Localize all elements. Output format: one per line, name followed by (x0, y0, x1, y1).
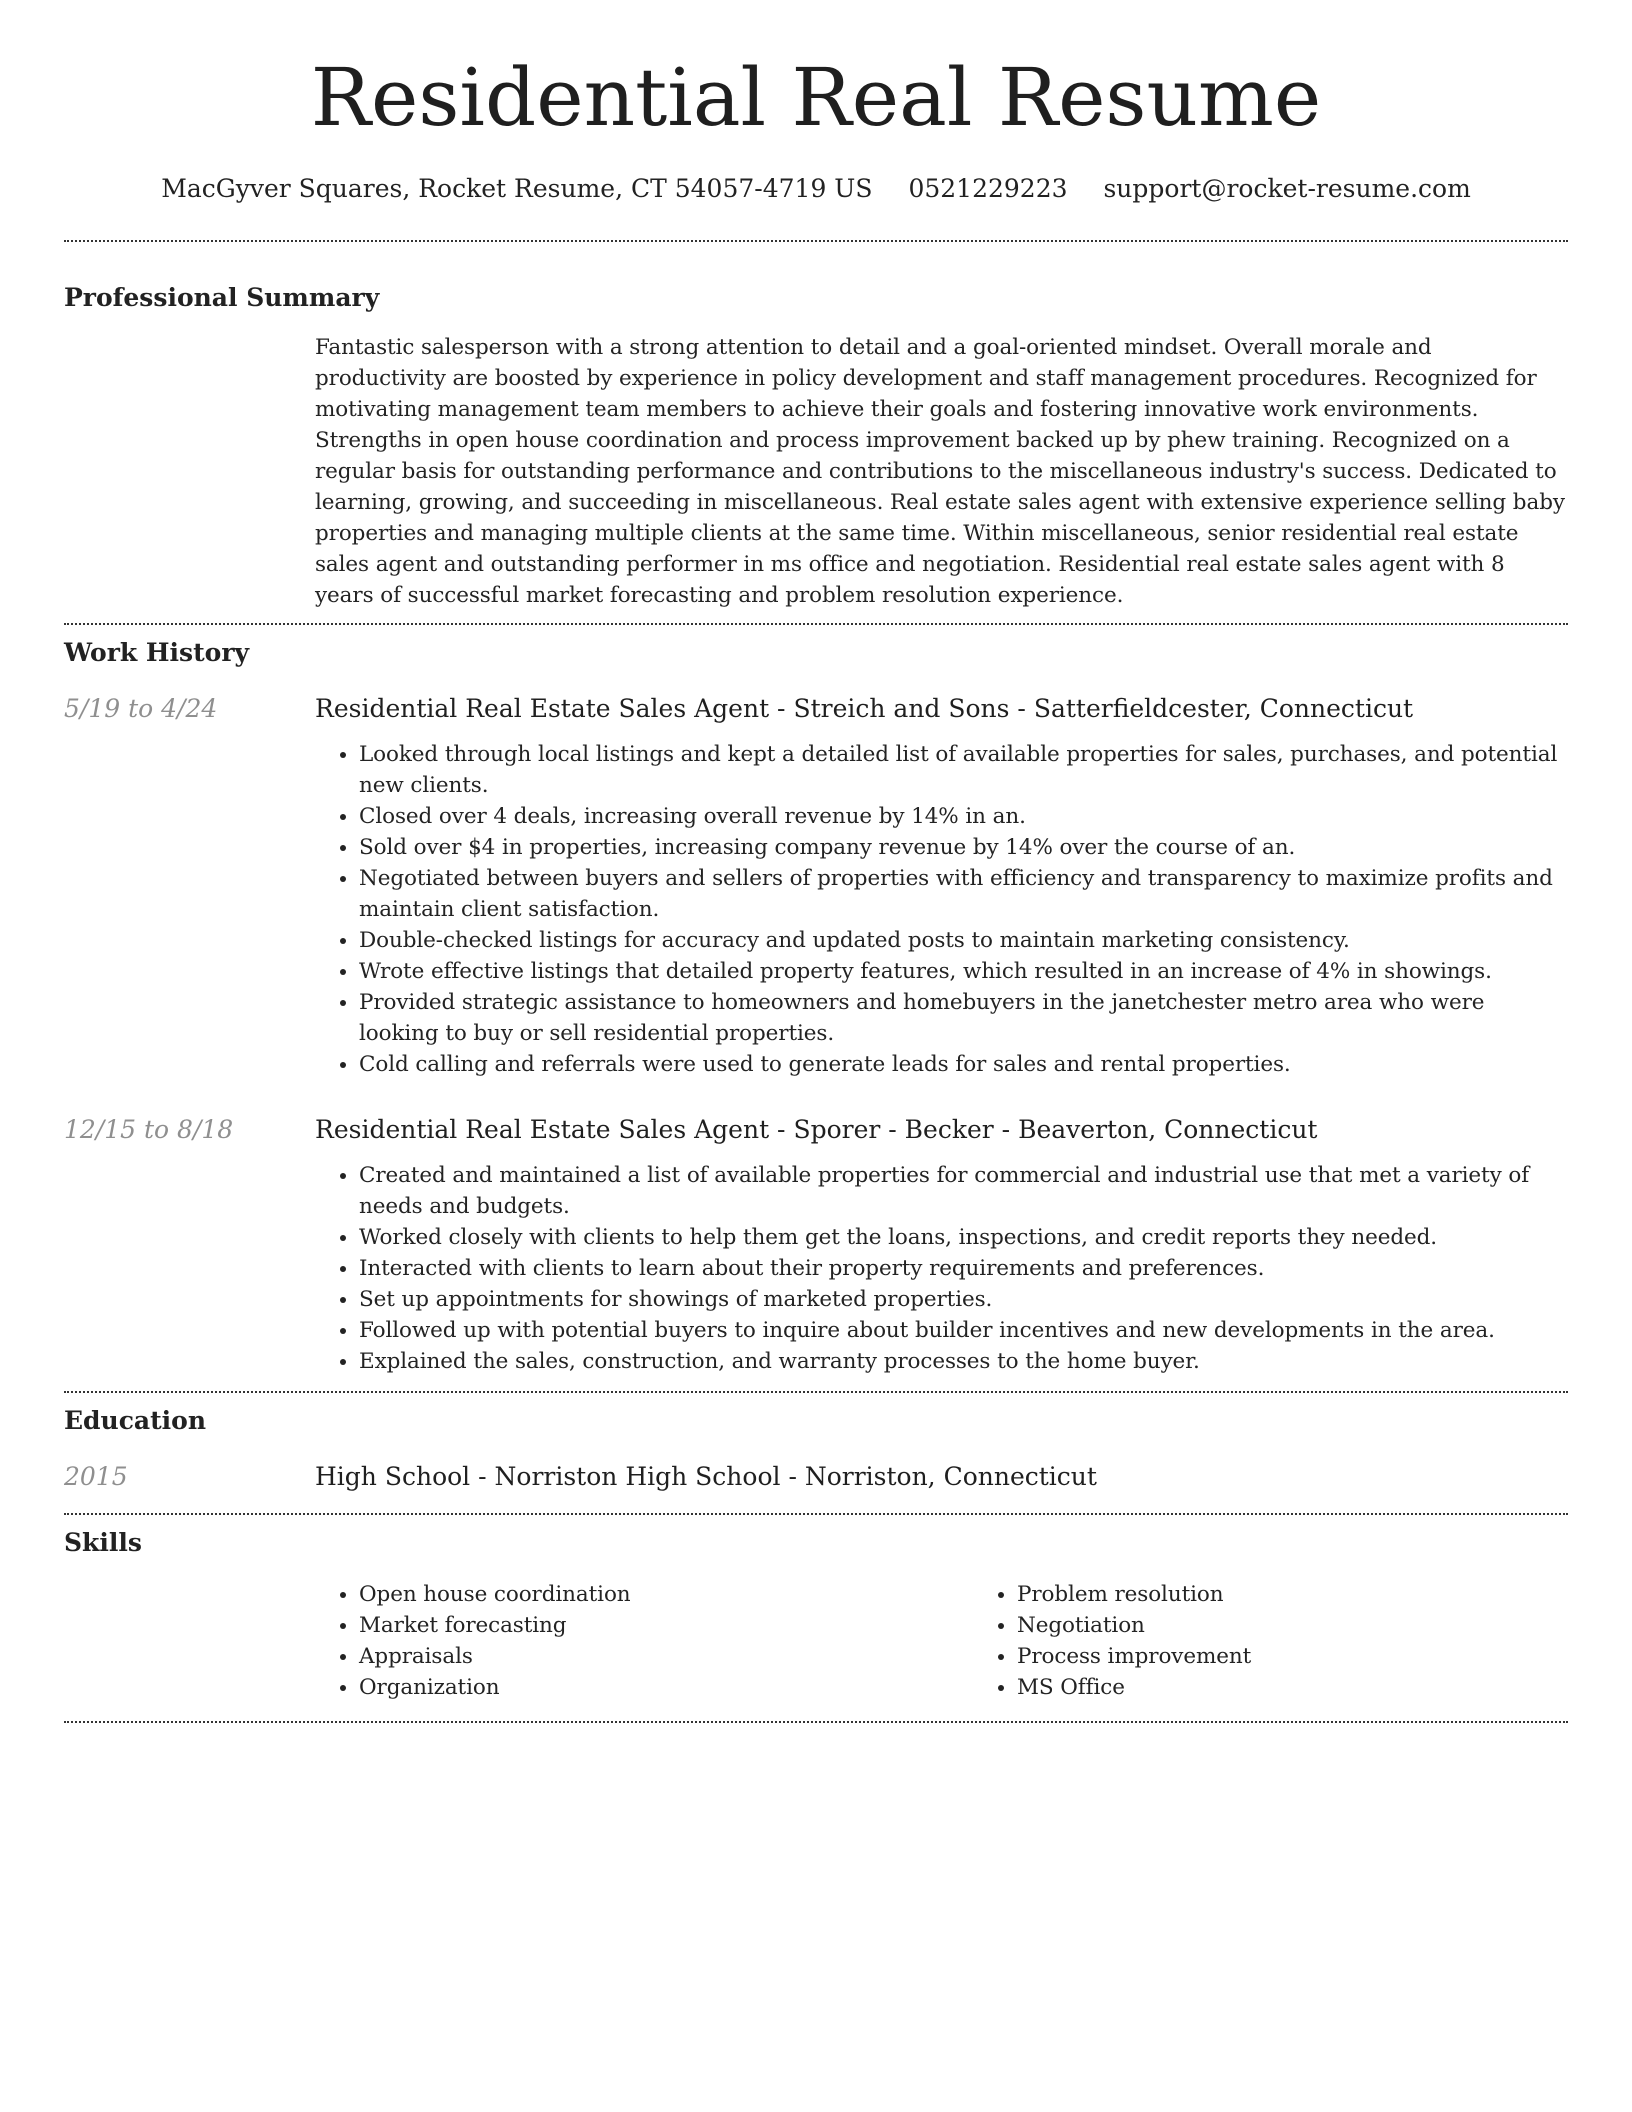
divider (64, 1513, 1568, 1515)
job-bullet: • Closed over 4 deals, increasing overall revenue by 14% in an. (359, 801, 1568, 832)
job-bullet: • Double-checked listings for accuracy and updated posts to maintain marketing consistency. (359, 925, 1568, 956)
skills-heading: Skills (64, 1528, 142, 1557)
skill-item: • MS Office (1017, 1672, 1631, 1703)
contact-email: support@rocket-resume.com (1103, 174, 1471, 203)
job-bullets (315, 1160, 1568, 1377)
job-bullet: • Cold calling and referrals were used to generate leads for sales and rental properties. (359, 1049, 1568, 1080)
divider (64, 240, 1568, 242)
education-heading: Education (64, 1406, 207, 1435)
job-bullet: • Provided strategic assistance to homeowners and homebuyers in the janetchester metro area who were looking to buy or sell residential properties. (359, 987, 1568, 1049)
skill-item: • Open house coordination (359, 1579, 973, 1610)
education-entry: High School - Norriston High School - Norriston, Connecticut (315, 1462, 1097, 1491)
divider (64, 623, 1568, 625)
summary-text: Fantastic salesperson with a strong attention to detail and a goal-oriented mindset. Overall morale and productivity are boosted by experience in policy development and staff management procedures. Recognized for motivating management team members to achieve their goals and fostering innovative work environments. Strengths in open house coordination and process improvement backed up by phew training. Recognized on a regular basis for outstanding performance and contributions to the miscellaneous industry's success. Dedicated to learning, growing, and succeeding in miscellaneous. Real estate sales agent with extensive experience selling baby properties and managing multiple clients at the same time. Within miscellaneous, senior residential real estate sales agent and outstanding performer in ms office and negotiation. Residential real estate sales agent with 8 years of successful market forecasting and problem resolution experience. (315, 335, 1565, 608)
summary-heading: Professional Summary (64, 283, 380, 312)
skill-item: • Organization (359, 1672, 973, 1703)
skills-list-left (315, 1579, 973, 1703)
job-entry (64, 693, 1568, 1080)
contact-line (64, 174, 1568, 204)
job-bullet: • Worked closely with clients to help them get the loans, inspections, and credit reports they needed. (359, 1222, 1568, 1253)
skill-item: • Process improvement (1017, 1641, 1631, 1672)
job-bullet: • Explained the sales, construction, and warranty processes to the home buyer. (359, 1346, 1568, 1377)
job-entry (64, 1114, 1568, 1377)
skills-spacer (64, 1579, 315, 1703)
job-title: Residential Real Estate Sales Agent - Streich and Sons - Satterfieldcester, Connecticut (315, 694, 1414, 723)
resume-title: Residential Real Resume (310, 51, 1322, 144)
job-bullets (315, 739, 1568, 1080)
work-history-section (64, 637, 1568, 1377)
skill-item: • Appraisals (359, 1641, 973, 1672)
job-bullet: • Wrote effective listings that detailed property features, which resulted in an increase of 4% in showings. (359, 956, 1568, 987)
job-bullet: • Negotiated between buyers and sellers of properties with efficiency and transparency to maximize profits and maintain client satisfaction. (359, 863, 1568, 925)
job-dates: 5/19 to 4/24 (64, 694, 218, 723)
job-bullet: • Followed up with potential buyers to inquire about builder incentives and new developments in the area. (359, 1315, 1568, 1346)
skills-section (64, 1527, 1568, 1703)
contact-phone: 0521229223 (908, 174, 1068, 203)
contact-address: MacGyver Squares, Rocket Resume, CT 54057-4719 US (161, 174, 873, 203)
skill-item: • Negotiation (1017, 1610, 1631, 1641)
education-section (64, 1405, 1568, 1493)
summary-spacer (64, 332, 315, 611)
education-year: 2015 (64, 1462, 128, 1491)
skill-item: • Problem resolution (1017, 1579, 1631, 1610)
job-bullet: • Looked through local listings and kept a detailed list of available properties for sales, purchases, and potential new clients. (359, 739, 1568, 801)
job-bullet: • Interacted with clients to learn about their property requirements and preferences. (359, 1253, 1568, 1284)
skills-list-right (973, 1579, 1631, 1703)
job-bullet: • Created and maintained a list of available properties for commercial and industrial use that met a variety of needs and budgets. (359, 1160, 1568, 1222)
job-title: Residential Real Estate Sales Agent - Sporer - Becker - Beaverton, Connecticut (315, 1115, 1318, 1144)
work-history-heading: Work History (64, 638, 250, 667)
job-bullet: • Sold over $4 in properties, increasing company revenue by 14% over the course of an. (359, 832, 1568, 863)
job-dates: 12/15 to 8/18 (64, 1115, 234, 1144)
divider (64, 1721, 1568, 1723)
summary-section (64, 282, 1568, 611)
job-bullet: • Set up appointments for showings of marketed properties. (359, 1284, 1568, 1315)
divider (64, 1391, 1568, 1393)
skill-item: • Market forecasting (359, 1610, 973, 1641)
